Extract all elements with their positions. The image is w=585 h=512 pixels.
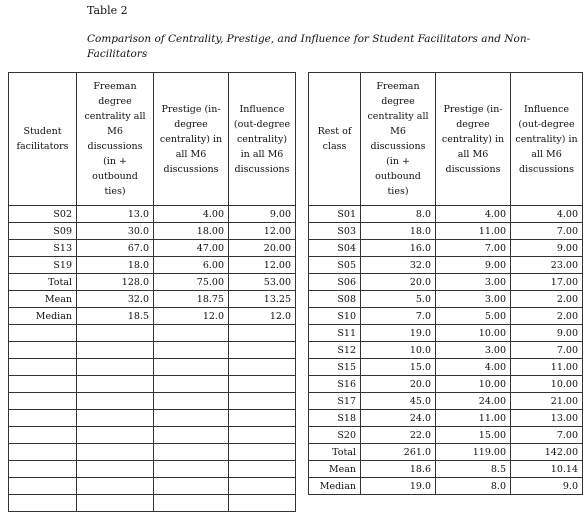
value-cell: 23.00 [511, 257, 583, 274]
value-cell: 11.00 [511, 359, 583, 376]
value-cell: 24.00 [436, 393, 511, 410]
value-cell: 9.00 [511, 325, 583, 342]
table-row [309, 274, 583, 291]
table-title: Comparison of Centrality, Prestige, and Influence for Student Facilitators and Non-Facilitators [87, 33, 531, 60]
value-cell [154, 495, 229, 512]
value-cell: 10.00 [436, 376, 511, 393]
header-influence: Influence (out-degree centrality) in all M6 discussions [229, 73, 296, 206]
value-cell: 53.00 [229, 274, 296, 291]
value-cell: 13.0 [77, 206, 154, 223]
table-row [9, 359, 296, 376]
value-cell: 7.00 [511, 427, 583, 444]
value-cell: 8.0 [436, 478, 511, 495]
row-label-cell: S10 [309, 308, 361, 325]
value-cell [77, 427, 154, 444]
value-cell: 4.00 [436, 206, 511, 223]
row-label-cell: S15 [309, 359, 361, 376]
row-label-cell: Total [9, 274, 77, 291]
header-freeman-degree: Freeman degree centrality all M6 discussions (in + outbound ties) [361, 73, 436, 206]
row-label-cell: S09 [9, 223, 77, 240]
table-row [9, 325, 296, 342]
value-cell: 10.0 [361, 342, 436, 359]
value-cell [229, 495, 296, 512]
row-label-cell: S12 [309, 342, 361, 359]
table-row [9, 461, 296, 478]
value-cell [77, 495, 154, 512]
table-row [309, 393, 583, 410]
row-label-cell [9, 495, 77, 512]
value-cell [229, 342, 296, 359]
value-cell: 24.0 [361, 410, 436, 427]
value-cell: 19.0 [361, 325, 436, 342]
value-cell [154, 342, 229, 359]
table-row [9, 427, 296, 444]
header-student-facilitators: Student facilitators [9, 73, 77, 206]
value-cell: 9.00 [229, 206, 296, 223]
value-cell: 7.0 [361, 308, 436, 325]
value-cell: 15.0 [361, 359, 436, 376]
value-cell: 45.0 [361, 393, 436, 410]
student-facilitators-body [9, 206, 296, 512]
row-label-cell [9, 393, 77, 410]
rest-of-class-body [309, 206, 583, 495]
table-row [309, 359, 583, 376]
row-label-cell: S16 [309, 376, 361, 393]
table-row [309, 427, 583, 444]
value-cell: 119.00 [436, 444, 511, 461]
value-cell: 6.00 [154, 257, 229, 274]
table-row [9, 495, 296, 512]
value-cell: 3.00 [436, 342, 511, 359]
value-cell: 18.0 [361, 223, 436, 240]
value-cell [154, 393, 229, 410]
row-label-cell: S20 [309, 427, 361, 444]
table-row [309, 223, 583, 240]
value-cell [154, 478, 229, 495]
value-cell: 8.5 [436, 461, 511, 478]
row-label-cell [9, 444, 77, 461]
value-cell: 3.00 [436, 274, 511, 291]
table-row [9, 257, 296, 274]
value-cell: 18.6 [361, 461, 436, 478]
value-cell [229, 325, 296, 342]
row-label-cell: S01 [309, 206, 361, 223]
row-label-cell: S19 [9, 257, 77, 274]
value-cell [154, 427, 229, 444]
table-row [309, 478, 583, 495]
value-cell [154, 359, 229, 376]
value-cell: 142.00 [511, 444, 583, 461]
value-cell: 19.0 [361, 478, 436, 495]
value-cell: 2.00 [511, 291, 583, 308]
row-label-cell: Median [309, 478, 361, 495]
row-label-cell: S04 [309, 240, 361, 257]
table-row [9, 223, 296, 240]
table-row [9, 291, 296, 308]
table-row [309, 342, 583, 359]
value-cell [229, 393, 296, 410]
value-cell [229, 461, 296, 478]
value-cell: 30.0 [77, 223, 154, 240]
table-row [9, 206, 296, 223]
table-row [309, 291, 583, 308]
table-row [9, 376, 296, 393]
value-cell [154, 461, 229, 478]
row-label-cell: S13 [9, 240, 77, 257]
value-cell: 18.75 [154, 291, 229, 308]
row-label-cell [9, 427, 77, 444]
value-cell: 47.00 [154, 240, 229, 257]
value-cell: 7.00 [511, 342, 583, 359]
value-cell: 12.0 [154, 308, 229, 325]
value-cell: 13.00 [511, 410, 583, 427]
row-label-cell: Median [9, 308, 77, 325]
value-cell: 18.5 [77, 308, 154, 325]
value-cell: 9.00 [436, 257, 511, 274]
value-cell [229, 376, 296, 393]
value-cell [77, 444, 154, 461]
value-cell: 16.0 [361, 240, 436, 257]
student-facilitators-table [8, 72, 296, 512]
rest-of-class-table [308, 72, 583, 495]
value-cell: 32.0 [77, 291, 154, 308]
table-row [309, 240, 583, 257]
value-cell: 18.00 [154, 223, 229, 240]
row-label-cell: S06 [309, 274, 361, 291]
value-cell: 21.00 [511, 393, 583, 410]
table-row [9, 478, 296, 495]
value-cell: 10.00 [511, 376, 583, 393]
table-row [309, 461, 583, 478]
table-row [309, 308, 583, 325]
table-row [9, 240, 296, 257]
value-cell: 5.0 [361, 291, 436, 308]
value-cell: 10.14 [511, 461, 583, 478]
value-cell: 9.0 [511, 478, 583, 495]
row-label-cell: S18 [309, 410, 361, 427]
row-label-cell: S02 [9, 206, 77, 223]
table-row [309, 444, 583, 461]
row-label-cell [9, 376, 77, 393]
value-cell: 4.00 [154, 206, 229, 223]
value-cell: 75.00 [154, 274, 229, 291]
row-label-cell: Mean [309, 461, 361, 478]
value-cell [77, 359, 154, 376]
table-row [9, 308, 296, 325]
value-cell [154, 325, 229, 342]
value-cell [154, 410, 229, 427]
row-label-cell [9, 478, 77, 495]
header-freeman-degree: Freeman degree centrality all M6 discussions (in + outbound ties) [77, 73, 154, 206]
value-cell: 11.00 [436, 223, 511, 240]
value-cell [229, 427, 296, 444]
value-cell: 13.25 [229, 291, 296, 308]
value-cell: 128.0 [77, 274, 154, 291]
row-label-cell: S11 [309, 325, 361, 342]
row-label-cell [9, 461, 77, 478]
table-row [309, 376, 583, 393]
row-label-cell [9, 325, 77, 342]
value-cell: 12.00 [229, 223, 296, 240]
header-prestige: Prestige (in-degree centrality) in all M6 discussions [436, 73, 511, 206]
value-cell: 7.00 [511, 223, 583, 240]
value-cell: 67.0 [77, 240, 154, 257]
table-row [9, 444, 296, 461]
value-cell: 2.00 [511, 308, 583, 325]
value-cell [229, 444, 296, 461]
value-cell: 8.0 [361, 206, 436, 223]
value-cell: 15.00 [436, 427, 511, 444]
header-rest-of-class: Rest of class [309, 73, 361, 206]
value-cell: 17.00 [511, 274, 583, 291]
value-cell: 5.00 [436, 308, 511, 325]
header-prestige: Prestige (in-degree centrality) in all M6 discussions [154, 73, 229, 206]
value-cell [229, 478, 296, 495]
value-cell [229, 359, 296, 376]
header-influence: Influence (out-degree centrality) in all M6 discussions [511, 73, 583, 206]
value-cell: 261.0 [361, 444, 436, 461]
row-label-cell: S05 [309, 257, 361, 274]
table-label: Table 2 [87, 4, 128, 17]
table-row [9, 393, 296, 410]
row-label-cell: S03 [309, 223, 361, 240]
value-cell [77, 393, 154, 410]
value-cell: 32.0 [361, 257, 436, 274]
value-cell: 9.00 [511, 240, 583, 257]
table-row [309, 325, 583, 342]
value-cell: 18.0 [77, 257, 154, 274]
value-cell [154, 444, 229, 461]
row-label-cell [9, 359, 77, 376]
value-cell: 3.00 [436, 291, 511, 308]
value-cell [77, 325, 154, 342]
value-cell: 20.0 [361, 376, 436, 393]
value-cell [77, 376, 154, 393]
value-cell: 20.0 [361, 274, 436, 291]
value-cell: 12.00 [229, 257, 296, 274]
value-cell [77, 342, 154, 359]
row-label-cell: Total [309, 444, 361, 461]
table-row [309, 257, 583, 274]
value-cell [229, 410, 296, 427]
row-label-cell [9, 342, 77, 359]
value-cell [77, 410, 154, 427]
row-label-cell: S17 [309, 393, 361, 410]
value-cell: 20.00 [229, 240, 296, 257]
value-cell: 12.0 [229, 308, 296, 325]
value-cell: 22.0 [361, 427, 436, 444]
value-cell [154, 376, 229, 393]
table-row [309, 410, 583, 427]
value-cell: 10.00 [436, 325, 511, 342]
row-label-cell: S08 [309, 291, 361, 308]
value-cell: 7.00 [436, 240, 511, 257]
value-cell: 11.00 [436, 410, 511, 427]
value-cell: 4.00 [511, 206, 583, 223]
row-label-cell: Mean [9, 291, 77, 308]
table-row [9, 274, 296, 291]
table-row [9, 342, 296, 359]
value-cell [77, 461, 154, 478]
table-row [309, 206, 583, 223]
value-cell: 4.00 [436, 359, 511, 376]
value-cell [77, 478, 154, 495]
row-label-cell [9, 410, 77, 427]
table-row [9, 410, 296, 427]
